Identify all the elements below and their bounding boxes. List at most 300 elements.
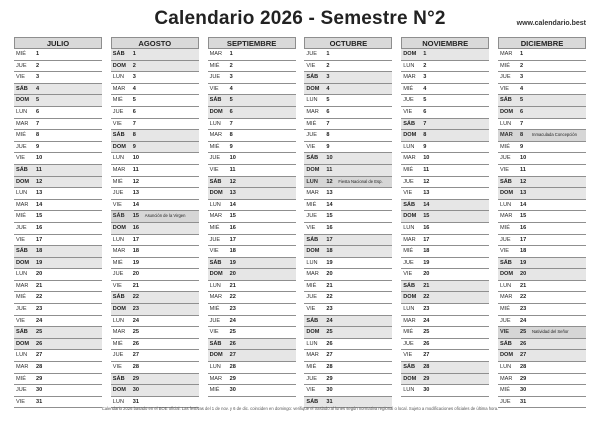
- day-number: 2: [423, 62, 427, 69]
- day-row: [111, 350, 199, 362]
- day-number: 14: [132, 201, 140, 208]
- weekday-label: JUE: [16, 306, 27, 313]
- weekday-label: SÁB: [209, 97, 222, 104]
- weekday-label: MAR: [403, 74, 416, 81]
- day-row: [304, 374, 392, 386]
- day-number: 13: [520, 190, 527, 197]
- day-row: [14, 258, 102, 270]
- weekday-label: SÁB: [209, 178, 222, 185]
- day-number: 14: [423, 201, 430, 208]
- weekday-label: LUN: [112, 236, 124, 243]
- day-number: 15: [132, 213, 140, 220]
- day-number: 9: [520, 143, 524, 150]
- day-row: [498, 374, 586, 386]
- day-number: 31: [326, 398, 333, 405]
- day-row: [208, 316, 296, 328]
- day-row: [401, 246, 489, 258]
- weekday-label: DOM: [306, 329, 320, 336]
- day-number: 8: [520, 132, 524, 139]
- day-number: 17: [423, 236, 430, 243]
- day-row: [208, 350, 296, 362]
- weekday-label: LUN: [16, 108, 28, 115]
- day-row: [111, 119, 199, 131]
- weekday-label: DOM: [403, 375, 417, 382]
- day-row: [14, 119, 102, 131]
- day-number: 4: [520, 85, 524, 92]
- day-number: 19: [326, 259, 333, 266]
- weekday-label: JUE: [306, 375, 317, 382]
- day-number: 6: [36, 108, 40, 115]
- day-number: 17: [326, 236, 333, 243]
- day-row: [111, 72, 199, 84]
- weekday-label: SÁB: [403, 201, 415, 208]
- day-number: 3: [423, 74, 427, 81]
- day-row: [14, 385, 102, 397]
- day-row: [208, 374, 296, 386]
- day-number: 10: [326, 155, 333, 162]
- weekday-label: SÁB: [306, 317, 319, 324]
- day-number: 3: [132, 74, 136, 81]
- weekday-label: SÁB: [112, 213, 125, 220]
- weekday-label: DOM: [112, 306, 126, 313]
- day-number: 30: [36, 387, 43, 394]
- day-number: 1: [36, 51, 40, 57]
- day-row: [208, 339, 296, 351]
- day-number: 26: [326, 340, 333, 347]
- day-number: 8: [229, 132, 233, 139]
- weekday-label: MAR: [306, 190, 319, 197]
- weekday-label: DOM: [500, 271, 514, 278]
- day-number: 28: [423, 364, 430, 371]
- day-number: 29: [423, 375, 430, 382]
- day-number: 22: [229, 294, 236, 301]
- day-row: [111, 200, 199, 212]
- day-number: 7: [423, 120, 427, 127]
- weekday-label: LUN: [306, 97, 318, 104]
- day-row: [111, 316, 199, 328]
- day-row: [111, 339, 199, 351]
- day-row: [498, 142, 586, 154]
- weekday-label: DOM: [209, 108, 223, 115]
- day-row: [498, 211, 586, 223]
- site-url[interactable]: www.calendario.best: [516, 20, 586, 27]
- day-number: 25: [36, 329, 43, 336]
- day-number: 22: [326, 294, 333, 301]
- weekday-label: LUN: [209, 120, 221, 127]
- day-row: [111, 177, 199, 189]
- day-number: 29: [229, 375, 236, 382]
- month-header: JULIO: [14, 37, 102, 49]
- day-number: 23: [229, 306, 236, 313]
- day-number: 26: [423, 340, 430, 347]
- day-row: [111, 292, 199, 304]
- day-number: 6: [132, 108, 136, 115]
- day-number: 1: [423, 51, 427, 57]
- weekday-label: MAR: [500, 213, 513, 220]
- day-number: 28: [36, 364, 43, 371]
- day-number: 24: [36, 317, 43, 324]
- weekday-label: MIÉ: [500, 224, 510, 231]
- day-row: [401, 61, 489, 73]
- month-header: AGOSTO: [111, 37, 199, 49]
- day-number: 18: [229, 248, 236, 255]
- weekday-label: SÁB: [209, 340, 222, 347]
- weekday-label: JUE: [16, 143, 27, 150]
- weekday-label: JUE: [209, 155, 221, 162]
- weekday-label: MIÉ: [500, 62, 510, 69]
- day-row: [498, 385, 586, 397]
- weekday-label: MAR: [209, 294, 223, 301]
- day-row: [304, 153, 392, 165]
- weekday-label: SÁB: [500, 178, 512, 185]
- day-number: 26: [132, 340, 140, 347]
- day-row: [401, 142, 489, 154]
- day-number: 24: [423, 317, 430, 324]
- weekday-label: MIÉ: [306, 120, 317, 127]
- day-row: [111, 374, 199, 386]
- day-row: [498, 200, 586, 212]
- day-number: 12: [36, 178, 43, 185]
- day-row: [14, 211, 102, 223]
- day-number: 16: [326, 224, 333, 231]
- day-row: [401, 188, 489, 200]
- weekday-label: DOM: [403, 132, 417, 139]
- day-row: [304, 84, 392, 96]
- day-number: 31: [36, 398, 43, 405]
- weekday-label: DOM: [209, 190, 223, 197]
- weekday-label: VIE: [209, 166, 219, 173]
- weekday-label: VIE: [112, 201, 122, 208]
- weekday-label: DOM: [112, 143, 126, 150]
- day-number: 30: [520, 387, 527, 394]
- day-number: 15: [423, 213, 430, 220]
- day-number: 13: [423, 190, 430, 197]
- day-row: [111, 258, 199, 270]
- day-row: [401, 258, 489, 270]
- day-row: [401, 362, 489, 374]
- day-row: [401, 235, 489, 247]
- day-number: 8: [326, 132, 330, 139]
- day-row: [111, 95, 199, 107]
- day-row: [401, 49, 489, 61]
- weekday-label: MIÉ: [209, 143, 220, 150]
- weekday-label: VIE: [306, 62, 316, 69]
- weekday-label: MAR: [500, 51, 513, 57]
- day-row: [304, 188, 392, 200]
- day-row: [401, 281, 489, 293]
- weekday-label: MAR: [306, 271, 319, 278]
- weekday-label: MIÉ: [500, 387, 510, 394]
- day-row: [401, 165, 489, 177]
- day-row: [208, 188, 296, 200]
- weekday-label: VIE: [306, 387, 316, 394]
- day-row: [208, 304, 296, 316]
- holiday-label: Asunción de la Virgen: [144, 213, 186, 219]
- day-number: 24: [520, 317, 527, 324]
- day-row: [498, 95, 586, 107]
- weekday-label: JUE: [500, 155, 511, 162]
- day-row: [401, 119, 489, 131]
- weekday-label: VIE: [112, 282, 122, 289]
- weekday-label: DOM: [403, 294, 417, 301]
- day-number: 8: [132, 132, 136, 139]
- weekday-label: JUE: [500, 236, 511, 243]
- weekday-label: SÁB: [112, 132, 125, 139]
- day-number: 26: [229, 340, 236, 347]
- weekday-label: VIE: [209, 85, 219, 92]
- day-row: [111, 107, 199, 119]
- day-number: 30: [326, 387, 333, 394]
- day-row: [304, 350, 392, 362]
- day-number: 13: [132, 190, 140, 197]
- day-number: 5: [423, 97, 427, 104]
- month-column: [304, 37, 392, 408]
- day-number: 20: [326, 271, 333, 278]
- weekday-label: MIÉ: [306, 364, 317, 371]
- day-number: 3: [229, 74, 233, 81]
- weekday-label: LUN: [500, 120, 512, 127]
- day-number: 22: [520, 294, 527, 301]
- day-number: 15: [229, 213, 236, 220]
- weekday-label: LUN: [112, 398, 124, 405]
- month-column: [14, 37, 102, 408]
- day-number: 8: [36, 132, 40, 139]
- weekday-label: JUE: [500, 74, 511, 81]
- day-number: 18: [423, 248, 430, 255]
- day-number: 26: [36, 340, 43, 347]
- day-number: 6: [229, 108, 233, 115]
- day-number: 13: [326, 190, 333, 197]
- day-row: [498, 304, 586, 316]
- day-row: [111, 223, 199, 235]
- day-number: 23: [36, 306, 43, 313]
- weekday-label: SÁB: [16, 166, 28, 173]
- day-row: [14, 246, 102, 258]
- day-row: [304, 281, 392, 293]
- day-row: [111, 153, 199, 165]
- day-row: [208, 385, 296, 397]
- weekday-label: JUE: [112, 271, 124, 278]
- day-row: [304, 72, 392, 84]
- month-header: OCTUBRE: [304, 37, 392, 49]
- day-row: [208, 200, 296, 212]
- day-row: [14, 188, 102, 200]
- day-row: [111, 188, 199, 200]
- day-row: [208, 177, 296, 189]
- weekday-label: MAR: [209, 132, 223, 139]
- day-number: 11: [423, 166, 430, 173]
- weekday-label: JUE: [500, 398, 511, 405]
- day-row: [208, 327, 296, 339]
- weekday-label: MIÉ: [500, 143, 510, 150]
- day-row: [14, 72, 102, 84]
- day-row: [111, 269, 199, 281]
- weekday-label: VIE: [500, 166, 510, 173]
- weekday-label: VIE: [500, 85, 510, 92]
- day-row: [14, 61, 102, 73]
- day-number: 28: [326, 364, 333, 371]
- weekday-label: LUN: [16, 190, 28, 197]
- weekday-label: SÁB: [500, 259, 512, 266]
- weekday-label: LUN: [306, 259, 318, 266]
- day-row: [14, 165, 102, 177]
- weekday-label: DOM: [500, 108, 514, 115]
- day-row: [208, 258, 296, 270]
- weekday-label: MIÉ: [403, 85, 414, 92]
- day-number: 21: [326, 282, 333, 289]
- day-row: [111, 235, 199, 247]
- day-row: [208, 165, 296, 177]
- weekday-label: DOM: [209, 352, 223, 359]
- weekday-label: DOM: [16, 340, 30, 347]
- weekday-label: LUN: [500, 364, 512, 371]
- day-row: [498, 61, 586, 73]
- weekday-label: MIÉ: [403, 166, 414, 173]
- day-number: 18: [520, 248, 527, 255]
- day-number: 12: [326, 178, 333, 185]
- day-number: 4: [326, 85, 330, 92]
- day-row: [304, 119, 392, 131]
- day-row: [208, 130, 296, 142]
- day-number: 3: [36, 74, 40, 81]
- weekday-label: LUN: [16, 271, 28, 278]
- day-number: 1: [132, 51, 136, 57]
- day-row: [304, 223, 392, 235]
- day-number: 17: [132, 236, 140, 243]
- weekday-label: DOM: [403, 213, 417, 220]
- weekday-label: VIE: [403, 352, 413, 359]
- day-number: 31: [520, 398, 527, 405]
- day-number: 23: [326, 306, 333, 313]
- day-row: [14, 107, 102, 119]
- day-number: 14: [229, 201, 236, 208]
- weekday-label: MAR: [306, 352, 319, 359]
- day-row: [304, 177, 392, 189]
- weekday-label: LUN: [306, 340, 318, 347]
- weekday-label: VIE: [112, 120, 122, 127]
- day-number: 1: [229, 51, 233, 57]
- weekday-label: LUN: [403, 387, 415, 394]
- day-number: 20: [520, 271, 527, 278]
- day-number: 19: [36, 259, 43, 266]
- day-number: 13: [36, 190, 43, 197]
- day-row: [111, 165, 199, 177]
- day-row: [111, 49, 199, 61]
- day-number: 8: [423, 132, 427, 139]
- day-number: 23: [423, 306, 430, 313]
- day-row: [304, 235, 392, 247]
- page-title: Calendario 2026 - Semestre N°2: [154, 8, 446, 29]
- weekday-label: JUE: [306, 213, 317, 220]
- day-number: 2: [520, 62, 524, 69]
- weekday-label: VIE: [306, 224, 316, 231]
- weekday-label: SÁB: [306, 236, 319, 243]
- weekday-label: MAR: [403, 155, 416, 162]
- weekday-label: MAR: [500, 132, 513, 139]
- day-row: [401, 153, 489, 165]
- weekday-label: JUE: [16, 387, 27, 394]
- day-number: 27: [132, 352, 140, 359]
- day-row: [304, 61, 392, 73]
- weekday-label: SÁB: [16, 329, 28, 336]
- weekday-label: DOM: [16, 178, 30, 185]
- day-number: 22: [423, 294, 430, 301]
- day-number: 5: [520, 97, 524, 104]
- month-header: SEPTIEMBRE: [208, 37, 296, 49]
- day-row: [14, 177, 102, 189]
- weekday-label: LUN: [500, 282, 512, 289]
- weekday-label: JUE: [306, 51, 317, 57]
- weekday-label: VIE: [500, 329, 510, 336]
- weekday-label: MAR: [16, 120, 29, 127]
- day-number: 12: [423, 178, 430, 185]
- holiday-label: Natividad del Señor: [532, 329, 569, 335]
- day-number: 19: [132, 259, 140, 266]
- day-row: [208, 107, 296, 119]
- day-row: [304, 142, 392, 154]
- day-row: [304, 304, 392, 316]
- weekday-label: MIÉ: [16, 213, 26, 220]
- month-header: DICIEMBRE: [498, 37, 586, 49]
- month-column: [401, 37, 489, 397]
- weekday-label: LUN: [403, 306, 415, 313]
- day-number: 2: [132, 62, 136, 69]
- weekday-label: VIE: [403, 271, 413, 278]
- weekday-label: JUE: [112, 108, 124, 115]
- day-number: 16: [132, 224, 140, 231]
- day-number: 12: [132, 178, 140, 185]
- weekday-label: VIE: [16, 74, 26, 81]
- day-number: 12: [520, 178, 527, 185]
- weekday-label: JUE: [112, 190, 124, 197]
- day-number: 23: [520, 306, 527, 313]
- weekday-label: SÁB: [209, 259, 222, 266]
- day-row: [14, 153, 102, 165]
- weekday-label: SÁB: [112, 51, 125, 57]
- day-row: [14, 269, 102, 281]
- day-row: [304, 130, 392, 142]
- day-number: 29: [36, 375, 43, 382]
- day-row: [498, 165, 586, 177]
- day-row: [401, 72, 489, 84]
- day-row: [14, 49, 102, 61]
- day-number: 11: [36, 166, 42, 173]
- weekday-label: VIE: [306, 306, 316, 313]
- day-row: [111, 385, 199, 397]
- day-row: [401, 177, 489, 189]
- weekday-label: JUE: [306, 294, 317, 301]
- day-row: [14, 316, 102, 328]
- weekday-label: SÁB: [112, 375, 125, 382]
- day-number: 25: [326, 329, 333, 336]
- day-row: [111, 84, 199, 96]
- weekday-label: JUE: [16, 224, 27, 231]
- weekday-label: MIÉ: [112, 259, 123, 266]
- weekday-label: VIE: [16, 236, 26, 243]
- day-row: [304, 211, 392, 223]
- day-row: [14, 130, 102, 142]
- day-row: [208, 95, 296, 107]
- day-number: 13: [229, 190, 236, 197]
- day-row: [401, 84, 489, 96]
- day-number: 10: [520, 155, 527, 162]
- day-row: [498, 316, 586, 328]
- weekday-label: MAR: [209, 51, 223, 57]
- weekday-label: LUN: [209, 201, 221, 208]
- day-number: 27: [520, 352, 527, 359]
- weekday-label: LUN: [112, 74, 124, 81]
- day-row: [14, 281, 102, 293]
